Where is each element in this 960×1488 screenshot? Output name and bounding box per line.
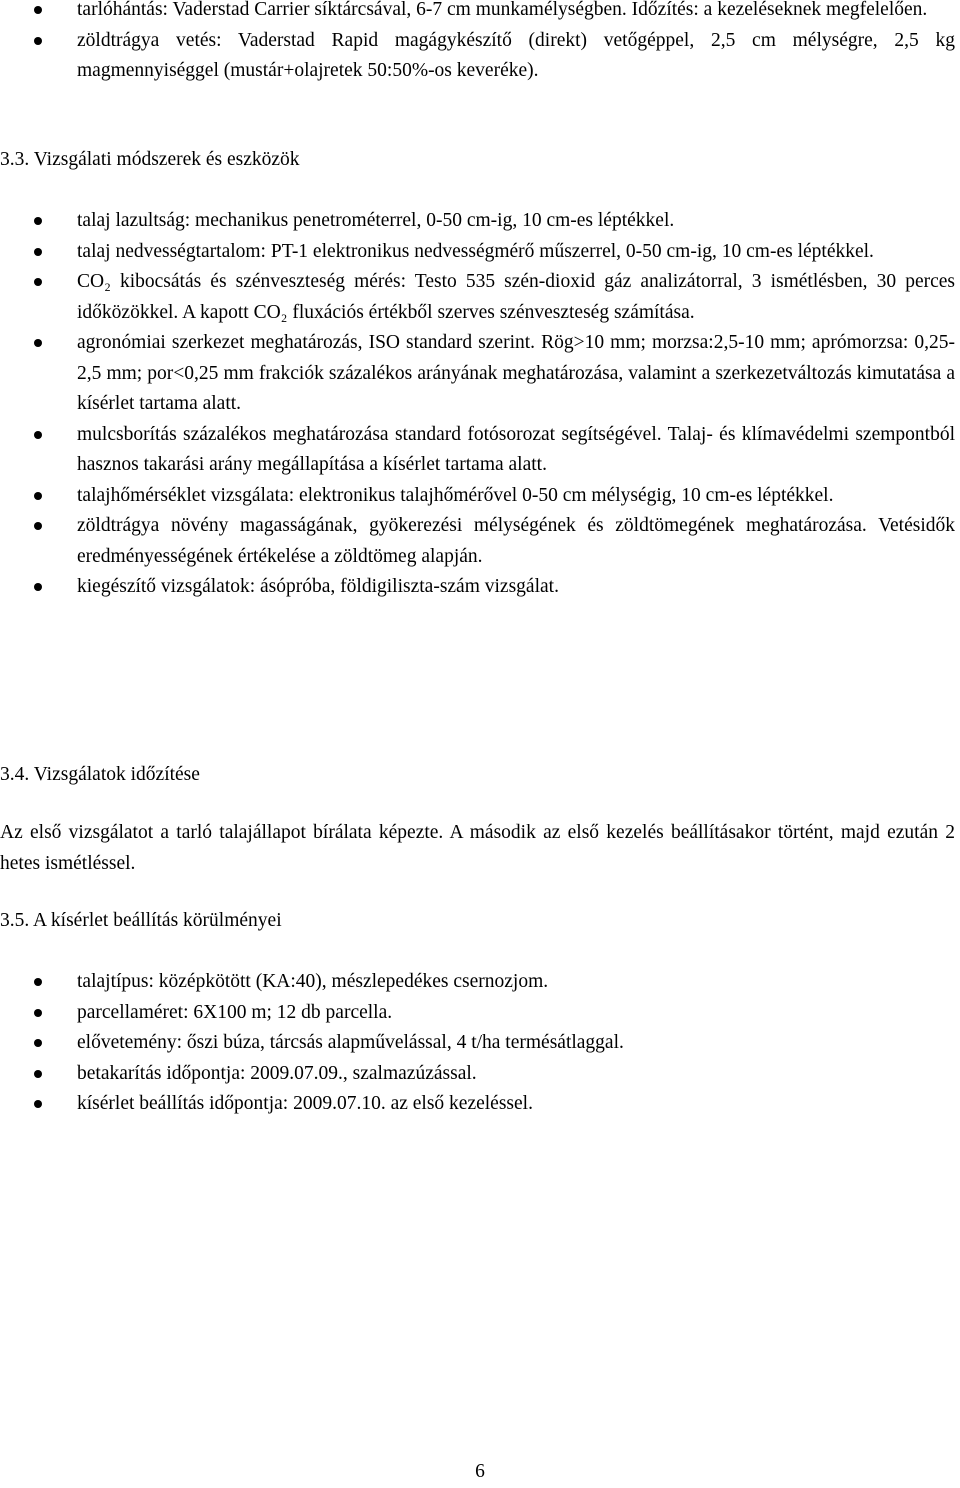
list-item: kísérlet beállítás időpontja: 2009.07.10. az első kezeléssel. <box>0 1089 955 1120</box>
list-item: tarlóhántás: Vaderstad Carrier síktárcsával, 6-7 cm munkamélységben. Időzítés: a kezeléseknek megfelelően. <box>0 0 955 26</box>
bullet-icon <box>34 492 42 500</box>
bullet-icon <box>34 37 42 45</box>
section-heading-3-4: 3.4. Vizsgálatok időzítése <box>0 764 200 785</box>
bullet-icon <box>34 1009 42 1017</box>
list-item: talaj nedvességtartalom: PT-1 elektronikus nedvességmérő műszerrel, 0-50 cm-ig, 10 cm-es léptékkel. <box>0 237 955 268</box>
list-item: CO₂ kibocsátás és szénveszteség mérés: Testo 535 szén-dioxid gáz analizátorral, 3 ismétlésben, 30 perces időközökkel. A kapott CO₂ fluxációs értékből szerves szénveszteség számítása. <box>0 267 955 328</box>
list-item: betakarítás időpontja: 2009.07.09., szalmazúzással. <box>0 1059 955 1090</box>
list-item: zöldtrágya vetés: Vaderstad Rapid magágykészítő (direkt) vetőgéppel, 2,5 cm mélységre, 2,5 kg magmennyiséggel (mustár+olajretek 50:50%-os keveréke). <box>0 26 955 87</box>
list-item: mulcsborítás százalékos meghatározása standard fotósorozat segítségével. Talaj- és klímavédelmi szempontból hasznos takarási arány megállapítása a kísérlet tartama alatt. <box>0 420 955 481</box>
methods-bullet-list <box>0 206 955 603</box>
list-item: agronómiai szerkezet meghatározás, ISO standard szerint. Rög>10 mm; morzsa:2,5-10 mm; aprómorzsa: 0,25-2,5 mm; por<0,25 mm frakciók százalékos arányának meghatározása, valamint a szerkezetváltozás kimutatása a kísérlet tartama alatt. <box>0 328 955 420</box>
setup-bullet-list <box>0 967 955 1120</box>
timing-paragraph: Az első vizsgálatot a tarló talajállapot bírálata képezte. A második az első kezelés beállításakor történt, majd ezután 2 hetes ismétléssel. <box>0 822 955 874</box>
list-item: talajtípus: középkötött (KA:40), mészlepedékes csernozjom. <box>0 967 955 998</box>
section-heading-3-3: 3.3. Vizsgálati módszerek és eszközök <box>0 149 300 170</box>
bullet-icon <box>34 339 42 347</box>
bullet-icon <box>34 217 42 225</box>
bullet-icon <box>34 278 42 286</box>
top-bullet-list <box>0 0 955 87</box>
list-item: parcellaméret: 6X100 m; 12 db parcella. <box>0 998 955 1029</box>
bullet-icon <box>34 431 42 439</box>
bullet-icon <box>34 978 42 986</box>
list-item: talajhőmérséklet vizsgálata: elektronikus talajhőmérővel 0-50 cm mélységig, 10 cm-es léptékkel. <box>0 481 955 512</box>
bullet-icon <box>34 1100 42 1108</box>
section-heading-3-5: 3.5. A kísérlet beállítás körülményei <box>0 910 282 931</box>
bullet-icon <box>34 522 42 530</box>
bullet-icon <box>34 6 42 14</box>
page-number: 6 <box>475 1461 485 1482</box>
bullet-icon <box>34 248 42 256</box>
bullet-icon <box>34 583 42 591</box>
bullet-icon <box>34 1039 42 1047</box>
list-item: kiegészítő vizsgálatok: ásópróba, földigiliszta-szám vizsgálat. <box>0 572 955 603</box>
list-item: elővetemény: őszi búza, tárcsás alapművelással, 4 t/ha termésátlaggal. <box>0 1028 955 1059</box>
list-item: talaj lazultság: mechanikus penetrométerrel, 0-50 cm-ig, 10 cm-es léptékkel. <box>0 206 955 237</box>
list-item: zöldtrágya növény magasságának, gyökerezési mélységének és zöldtömegének meghatározása. Vetésidők eredményességének értékelése a zöldtömeg alapján. <box>0 511 955 572</box>
bullet-icon <box>34 1070 42 1078</box>
